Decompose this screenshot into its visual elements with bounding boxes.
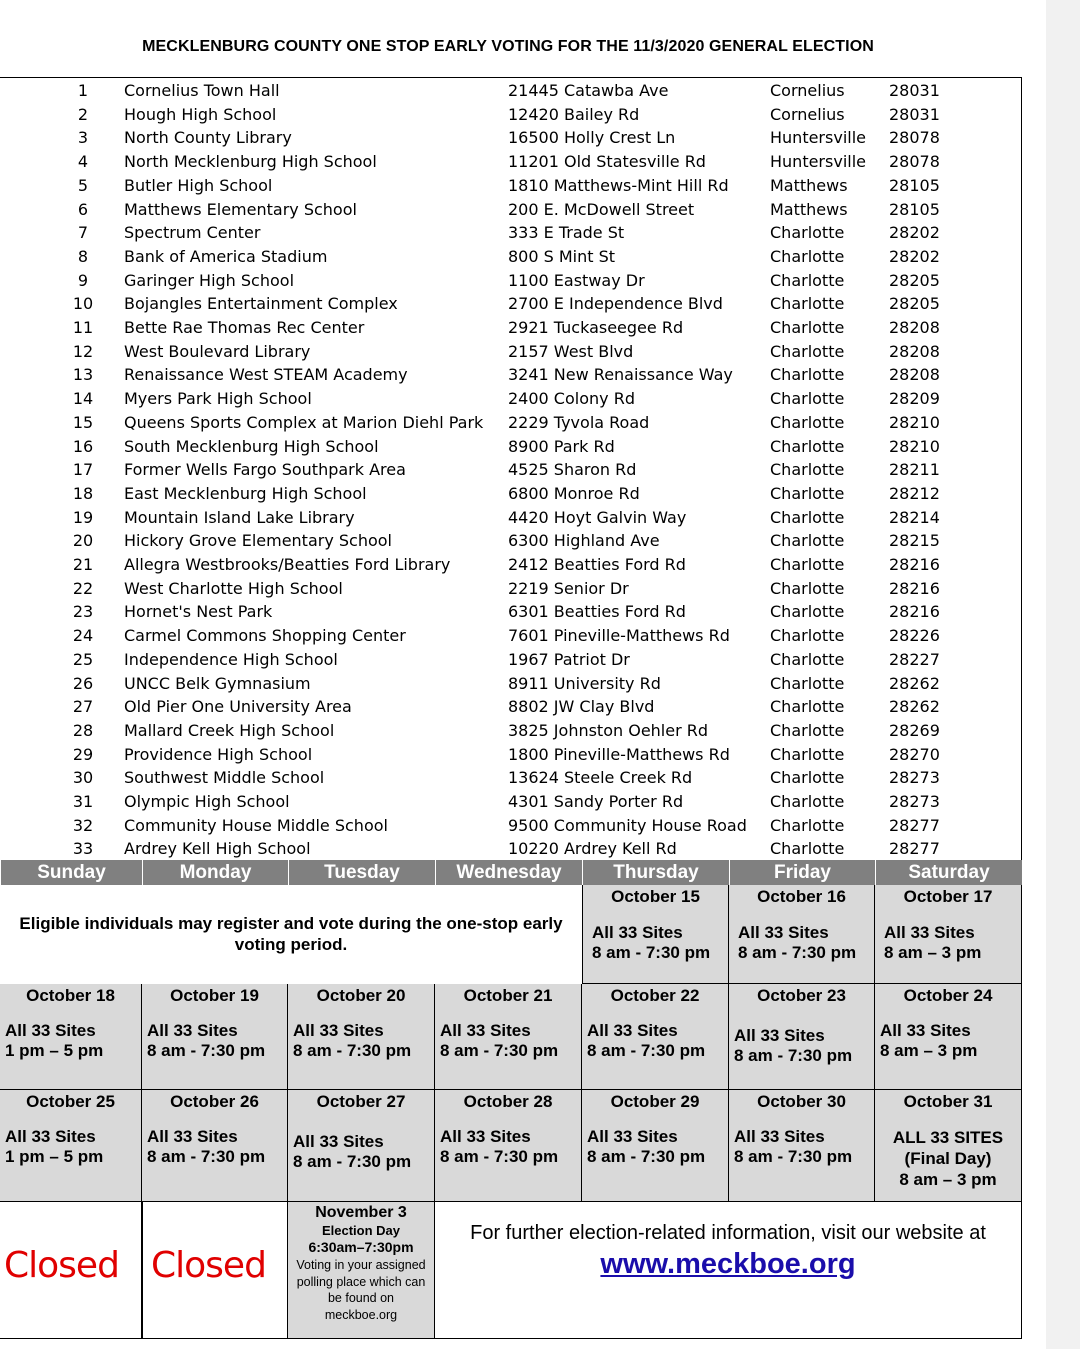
site-zip: 28273 [889, 792, 940, 811]
date-label: October 18 [26, 986, 115, 1005]
site-number: 33 [72, 839, 94, 859]
hours-label: 8 am - 7:30 pm [293, 1041, 412, 1060]
date-label: October 19 [170, 986, 259, 1005]
day-cell-october-23 [729, 984, 875, 1090]
site-city: Charlotte [770, 341, 845, 361]
site-number: 18 [72, 483, 94, 503]
site-address: 3825 Johnston Oehler Rd [508, 720, 709, 740]
site-city: Charlotte [770, 768, 845, 788]
day-header-monday: Monday [142, 860, 288, 885]
date-label: October 22 [610, 986, 700, 1005]
site-address: 6800 Monroe Rd [508, 483, 640, 503]
hours-label: 8 am – 3 pm [880, 1041, 978, 1060]
hours-label: 8 am – 3 pm [899, 1170, 997, 1189]
site-zip: 28078 [889, 128, 940, 148]
site-zip: 28210 [889, 436, 940, 456]
date-label: October 16 [757, 887, 846, 906]
day-header-saturday: Saturday [875, 860, 1022, 885]
site-number: 9 [77, 270, 89, 290]
site-row [0, 174, 1020, 198]
date-label: October 23 [757, 986, 846, 1005]
site-city: Charlotte [770, 839, 845, 859]
site-name: Providence High School [124, 744, 313, 764]
site-name: Independence High School [124, 649, 338, 669]
site-city: Charlotte [770, 626, 845, 646]
sites-label: All 33 Sites [440, 1127, 531, 1146]
site-row [0, 672, 1020, 696]
hours-label: 1 pm – 5 pm [5, 1041, 104, 1060]
day-cell-oct31 [875, 1090, 1022, 1202]
site-name: Carmel Commons Shopping Center [124, 626, 406, 646]
day-header-wednesday: Wednesday [435, 860, 582, 885]
site-zip: 28105 [889, 199, 940, 219]
sites-label: All 33 Sites [880, 1021, 971, 1040]
site-name: North Mecklenburg High School [124, 152, 377, 172]
site-city: Charlotte [770, 223, 845, 243]
site-zip: 28269 [889, 720, 940, 740]
site-number: 29 [72, 744, 94, 764]
site-city: Charlotte [770, 270, 845, 290]
site-row [0, 435, 1020, 459]
day-header-thursday: Thursday [582, 860, 729, 885]
site-name: East Mecklenburg High School [124, 483, 367, 503]
site-name: West Charlotte High School [124, 578, 343, 598]
site-address: 13624 Steele Creek Rd [508, 768, 693, 788]
site-zip: 28209 [889, 389, 940, 409]
site-zip: 28208 [889, 341, 940, 361]
day-cell-october-27 [288, 1090, 435, 1202]
day-cell-nov1 [0, 1202, 142, 1339]
site-name: West Boulevard Library [124, 341, 311, 361]
site-name: Ardrey Kell High School [124, 839, 311, 859]
site-name: Bank of America Stadium [124, 246, 328, 266]
election-day-hours: 6:30am–7:30pm [308, 1239, 414, 1255]
site-row [0, 553, 1020, 577]
site-row [0, 624, 1020, 648]
date-label: October 17 [903, 887, 993, 906]
site-zip: 28211 [889, 460, 940, 480]
site-address: 4301 Sandy Porter Rd [508, 792, 684, 811]
day-cell-october-29 [582, 1090, 729, 1202]
site-row [0, 221, 1020, 245]
site-number: 11 [72, 318, 94, 337]
sites-label: All 33 Sites [738, 923, 829, 942]
hours-label: 8 am - 7:30 pm [587, 1147, 706, 1166]
site-number: 25 [72, 649, 94, 669]
site-name: Hickory Grove Elementary School [124, 531, 392, 551]
site-row [0, 506, 1020, 530]
scrollbar[interactable] [1046, 0, 1080, 1349]
site-row [0, 269, 1020, 293]
site-row [0, 790, 1020, 814]
site-name: Mountain Island Lake Library [124, 507, 355, 527]
site-name: Bojangles Entertainment Complex [124, 294, 398, 314]
site-row [0, 363, 1020, 387]
day-cell-oct16 [729, 885, 875, 984]
site-number: 24 [72, 626, 94, 646]
site-city: Charlotte [770, 507, 845, 527]
hours-label: 8 am – 3 pm [884, 943, 982, 962]
site-name: Butler High School [124, 175, 273, 195]
day-cell-october-18 [0, 984, 142, 1090]
sites-label: All 33 Sites [734, 1026, 825, 1045]
site-name: Community House Middle School [124, 815, 388, 835]
site-zip: 28277 [889, 815, 940, 835]
sites-label: All 33 Sites [587, 1127, 678, 1146]
sites-label: All 33 Sites [440, 1021, 531, 1040]
site-city: Charlotte [770, 578, 845, 598]
site-address: 2400 Colony Rd [508, 389, 635, 409]
site-row [0, 600, 1020, 624]
closed-label: Closed [4, 1245, 119, 1286]
site-address: 2700 E Independence Blvd [508, 294, 723, 314]
hours-label: 8 am - 7:30 pm [147, 1041, 266, 1060]
site-zip: 28270 [889, 744, 940, 764]
date-label: October 28 [463, 1092, 553, 1111]
sites-label: All 33 Sites [147, 1127, 238, 1146]
site-row [0, 79, 1020, 103]
day-cell-nov2 [142, 1202, 288, 1339]
site-number: 19 [72, 507, 94, 527]
site-number: 7 [77, 223, 89, 243]
site-zip: 28273 [889, 768, 940, 788]
site-name: Cornelius Town Hall [124, 81, 280, 100]
info-text: For further election-related information, visit our website at [470, 1222, 986, 1244]
election-day-description: Voting in your assigned polling place which can be found on meckboe.org [296, 1258, 426, 1322]
day-cell-october-24 [875, 984, 1022, 1090]
site-zip: 28205 [889, 270, 940, 290]
site-zip: 28227 [889, 649, 940, 669]
site-city: Charlotte [770, 602, 845, 622]
site-zip: 28210 [889, 412, 940, 432]
site-number: 14 [72, 389, 94, 409]
site-address: 6300 Highland Ave [508, 531, 660, 551]
site-zip: 28205 [889, 294, 940, 314]
site-address: 7601 Pineville-Matthews Rd [508, 626, 730, 646]
day-cell-october-19 [142, 984, 288, 1090]
site-number: 26 [72, 673, 94, 693]
closed-label: Closed [151, 1245, 266, 1286]
site-address: 1967 Patriot Dr [508, 649, 630, 669]
hours-label: 8 am - 7:30 pm [734, 1147, 853, 1166]
site-number: 27 [72, 697, 94, 717]
hours-label: 8 am - 7:30 pm [440, 1147, 559, 1166]
hours-label: 8 am - 7:30 pm [440, 1041, 559, 1060]
site-row [0, 340, 1020, 364]
site-name: Hough High School [124, 104, 277, 124]
date-label: October 24 [903, 986, 993, 1005]
day-cell-october-28 [435, 1090, 582, 1202]
site-address: 9500 Community House Road [508, 815, 747, 835]
site-row [0, 766, 1020, 790]
sites-label: All 33 Sites [5, 1021, 96, 1040]
day-cell-october-25 [0, 1090, 142, 1202]
site-zip: 28277 [889, 839, 940, 859]
date-label: October 26 [170, 1092, 259, 1111]
site-number: 5 [77, 175, 89, 195]
site-address: 2229 Tyvola Road [508, 412, 650, 432]
registration-note-text: Eligible individuals may register and vote during the one-stop early voting period. [19, 914, 563, 954]
site-row [0, 837, 1020, 861]
site-row [0, 150, 1020, 174]
site-number: 22 [72, 578, 94, 598]
site-city: Charlotte [770, 697, 845, 717]
site-city: Charlotte [770, 720, 845, 740]
site-city: Charlotte [770, 555, 845, 574]
site-number: 3 [77, 128, 89, 148]
site-number: 13 [72, 365, 94, 385]
site-row [0, 458, 1020, 482]
site-address: 2157 West Blvd [508, 341, 634, 361]
date-label: October 15 [611, 887, 700, 906]
site-number: 32 [72, 815, 94, 835]
site-address: 11201 Old Statesville Rd [508, 152, 706, 172]
day-cell-october-26 [142, 1090, 288, 1202]
page-title: MECKLENBURG COUNTY ONE STOP EARLY VOTING FOR THE 11/3/2020 GENERAL ELECTION [142, 38, 874, 55]
site-row [0, 529, 1020, 553]
date-label: October 20 [316, 986, 406, 1005]
site-city: Charlotte [770, 436, 845, 456]
site-address: 200 E. McDowell Street [508, 199, 695, 219]
hours-label: 8 am - 7:30 pm [592, 943, 711, 962]
site-address: 3241 New Renaissance Way [508, 365, 733, 385]
day-cell-october-21 [435, 984, 582, 1090]
sites-label: All 33 Sites [293, 1132, 384, 1151]
date-label: October 25 [26, 1092, 115, 1111]
site-number: 15 [72, 412, 94, 432]
site-number: 4 [77, 152, 89, 172]
site-city: Charlotte [770, 246, 845, 266]
site-name: Hornet's Nest Park [124, 602, 273, 622]
day-header-sunday: Sunday [0, 860, 142, 885]
site-city: Charlotte [770, 365, 845, 385]
date-label: October 30 [757, 1092, 846, 1111]
site-name: Mallard Creek High School [124, 720, 335, 740]
site-number: 12 [72, 341, 94, 361]
day-cell-oct15 [582, 885, 729, 984]
site-address: 800 S Mint St [508, 246, 616, 266]
hours-label: 8 am - 7:30 pm [738, 943, 857, 962]
hours-label: 1 pm – 5 pm [5, 1147, 104, 1166]
site-number: 31 [72, 792, 94, 811]
site-address: 1800 Pineville-Matthews Rd [508, 744, 730, 764]
site-city: Matthews [770, 175, 848, 195]
day-cell-october-22 [582, 984, 729, 1090]
website-link[interactable]: www.meckboe.org [600, 1248, 856, 1280]
site-number: 17 [72, 460, 94, 480]
site-zip: 28262 [889, 673, 940, 693]
site-city: Cornelius [770, 81, 845, 100]
site-number: 10 [72, 294, 94, 314]
site-row [0, 695, 1020, 719]
site-name: Former Wells Fargo Southpark Area [124, 460, 406, 480]
site-row [0, 719, 1020, 743]
site-city: Charlotte [770, 815, 845, 835]
date-label: October 21 [463, 986, 553, 1005]
site-zip: 28031 [889, 104, 940, 124]
site-address: 1810 Matthews-Mint Hill Rd [508, 175, 729, 195]
site-name: Olympic High School [124, 792, 290, 811]
site-row [0, 316, 1020, 340]
site-city: Huntersville [770, 152, 866, 172]
site-row [0, 292, 1020, 316]
site-city: Charlotte [770, 318, 845, 337]
site-zip: 28078 [889, 152, 940, 172]
site-name: Matthews Elementary School [124, 199, 357, 219]
site-number: 21 [72, 555, 94, 574]
site-name: Allegra Westbrooks/Beatties Ford Library [124, 555, 451, 574]
site-address: 21445 Catawba Ave [508, 81, 669, 100]
site-address: 4525 Sharon Rd [508, 460, 637, 480]
site-city: Charlotte [770, 294, 845, 314]
site-zip: 28208 [889, 318, 940, 337]
site-city: Cornelius [770, 104, 845, 124]
sites-label: All 33 Sites [587, 1021, 678, 1040]
site-address: 1100 Eastway Dr [508, 270, 645, 290]
site-row [0, 387, 1020, 411]
site-city: Charlotte [770, 792, 845, 811]
election-day-label: Election Day [321, 1223, 401, 1238]
site-city: Charlotte [770, 483, 845, 503]
site-address: 10220 Ardrey Kell Rd [508, 839, 677, 859]
site-address: 2921 Tuckaseegee Rd [508, 318, 684, 337]
site-address: 8900 Park Rd [508, 436, 615, 456]
site-name: Garinger High School [124, 270, 295, 290]
site-row [0, 577, 1020, 601]
day-header-friday: Friday [729, 860, 875, 885]
site-address: 12420 Bailey Rd [508, 104, 640, 124]
site-zip: 28208 [889, 365, 940, 385]
site-row [0, 411, 1020, 435]
info-cell [435, 1202, 1022, 1339]
site-row [0, 245, 1020, 269]
site-name: Southwest Middle School [124, 768, 325, 788]
site-number: 23 [72, 602, 94, 622]
site-name: Spectrum Center [124, 223, 261, 243]
site-zip: 28215 [889, 531, 940, 551]
site-zip: 28202 [889, 246, 940, 266]
site-row [0, 482, 1020, 506]
site-city: Charlotte [770, 460, 845, 480]
site-number: 20 [72, 531, 94, 551]
site-zip: 28031 [889, 81, 940, 100]
hours-label: 8 am - 7:30 pm [587, 1041, 706, 1060]
sites-label: All 33 Sites [592, 923, 683, 942]
site-number: 8 [77, 246, 89, 266]
hours-label: 8 am - 7:30 pm [147, 1147, 266, 1166]
site-name: Old Pier One University Area [124, 697, 352, 717]
site-number: 16 [72, 436, 94, 456]
site-row [0, 743, 1020, 767]
site-address: 333 E Trade St [508, 223, 625, 243]
sites-label: All 33 Sites [884, 923, 975, 942]
site-zip: 28202 [889, 223, 940, 243]
sites-table [0, 77, 1022, 860]
site-zip: 28262 [889, 697, 940, 717]
site-zip: 28105 [889, 175, 940, 195]
site-zip: 28216 [889, 578, 940, 598]
site-city: Matthews [770, 199, 848, 219]
site-address: 16500 Holly Crest Ln [508, 128, 676, 148]
site-address: 8911 University Rd [508, 673, 661, 693]
site-address: 8802 JW Clay Blvd [508, 697, 655, 717]
site-city: Charlotte [770, 673, 845, 693]
date-label: October 27 [316, 1092, 406, 1111]
date-label: October 31 [903, 1092, 993, 1111]
site-name: South Mecklenburg High School [124, 436, 379, 456]
site-name: Queens Sports Complex at Marion Diehl Park [124, 412, 484, 432]
sites-label: All 33 Sites [734, 1127, 825, 1146]
site-city: Huntersville [770, 128, 866, 148]
site-address: 2412 Beatties Ford Rd [508, 555, 686, 574]
site-name: Myers Park High School [124, 389, 312, 409]
sites-label: ALL 33 SITES [892, 1128, 1004, 1147]
site-address: 4420 Hoyt Galvin Way [508, 507, 687, 527]
site-row [0, 648, 1020, 672]
election-day-date: November 3 [315, 1204, 407, 1221]
site-city: Charlotte [770, 649, 845, 669]
day-cell-election-day [288, 1202, 435, 1339]
site-name: Renaissance West STEAM Academy [124, 365, 408, 385]
site-number: 30 [72, 768, 94, 788]
day-cell-october-30 [729, 1090, 875, 1202]
date-label: October 29 [610, 1092, 700, 1111]
site-number: 1 [77, 81, 89, 100]
site-name: UNCC Belk Gymnasium [124, 673, 311, 693]
site-row [0, 198, 1020, 222]
day-cell-october-20 [288, 984, 435, 1090]
site-city: Charlotte [770, 531, 845, 551]
site-row [0, 103, 1020, 127]
site-number: 6 [77, 199, 89, 219]
site-number: 28 [72, 720, 94, 740]
site-address: 2219 Senior Dr [508, 578, 629, 598]
site-zip: 28212 [889, 483, 940, 503]
sites-label: All 33 Sites [293, 1021, 384, 1040]
hours-label: 8 am - 7:30 pm [293, 1152, 412, 1171]
site-address: 6301 Beatties Ford Rd [508, 602, 686, 622]
site-city: Charlotte [770, 744, 845, 764]
site-number: 2 [77, 104, 89, 124]
site-name: Bette Rae Thomas Rec Center [124, 318, 365, 337]
site-city: Charlotte [770, 412, 845, 432]
day-header-tuesday: Tuesday [288, 860, 435, 885]
sites-label: All 33 Sites [5, 1127, 96, 1146]
day-cell-oct17 [875, 885, 1022, 984]
final-day-label: (Final Day) [904, 1149, 992, 1168]
site-city: Charlotte [770, 389, 845, 409]
site-name: North County Library [124, 128, 292, 148]
site-row [0, 126, 1020, 150]
hours-label: 8 am - 7:30 pm [734, 1046, 853, 1065]
site-zip: 28214 [889, 507, 940, 527]
sites-label: All 33 Sites [147, 1021, 238, 1040]
site-zip: 28226 [889, 626, 940, 646]
site-zip: 28216 [889, 602, 940, 622]
site-zip: 28216 [889, 555, 940, 574]
site-row [0, 814, 1020, 838]
